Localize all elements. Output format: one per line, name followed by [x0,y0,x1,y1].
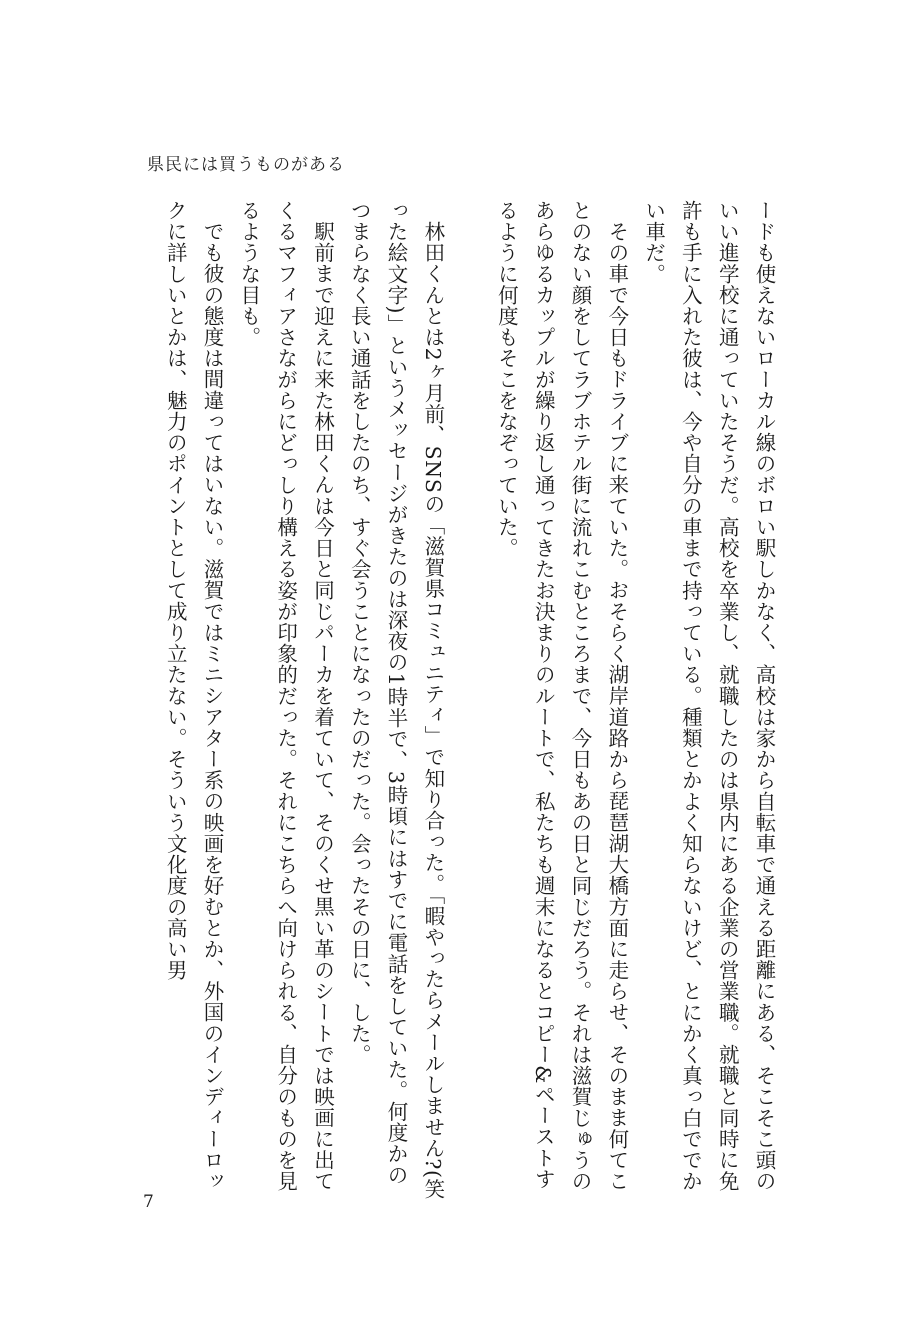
paragraph-2: その車で今日もドライブに来ていた。おそらく湖岸道路から琵琶湖大橋方面に走らせ、そのまま何てことのない顔をしてラブホテル街に流れこむところまで、今日もあの日と同じだろう。それは滋賀じゅうのあらゆるカップルが繰り返し通ってきたお決まりのルートで、私たちも週末になるとコピー&ペーストするように何度もそこをなぞっていた。 [494,200,629,1192]
paragraph-3: 林田くんとは2ヶ月前、SNSの「滋賀県コミュニティ」で知り合った。「暇やったらメールしません?(笑った絵文字)」というメッセージがきたのは深夜の1時半で、3時頃にはすでに電話をしていた。何度かのつまらなく長い通話をしたのち、すぐ会うことになったのだった。会ったその日に、した。 [347,200,445,1200]
page-number: 7 [143,1192,154,1212]
main-text-column [122,200,782,1200]
running-title: 県民には買うものがある [147,155,345,175]
paragraph-4: 駅前まで迎えに来た林田くんは今日と同じパーカを着ていて、そのくせ黒い革のシートでは映画に出てくるマフィアさながらにどっしり構える姿が印象的だった。それにこちらへ向けられる、自分のものを見るような目も。 [236,200,335,1192]
paragraph-1: ードも使えないローカル線のボロい駅しかなく、高校は家から自転車で通える距離にある、そこそこ頭のいい進学校に通っていたそうだ。高校を卒業し、就職したのは県内にある企業の営業職。就職と同時に免許も手に入れた彼は、今や自分の車まで持っている。種類とかよく知らないけど、とにかく真っ白ででかい車だ。 [641,200,776,1192]
paragraph-5: でも彼の態度は間違ってはいない。滋賀ではミニシアター系の映画を好むとか、外国のインディーロックに詳しいとかは、魅力のポイントとして成り立たない。そういう文化度の高い男 [163,200,225,1192]
